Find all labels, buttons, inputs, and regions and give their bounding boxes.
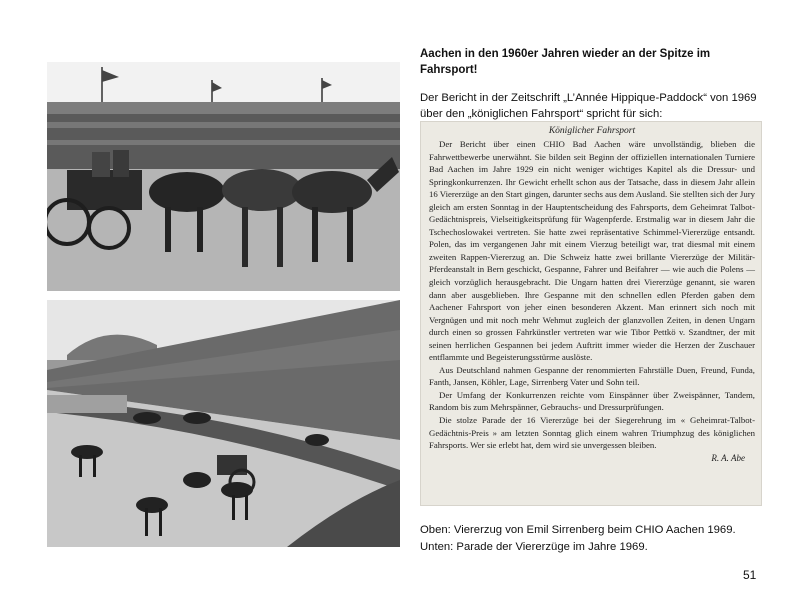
clipping-title: Königlicher Fahrsport <box>548 126 636 136</box>
photo-four-in-hand-carriage <box>47 62 400 291</box>
clipping-paragraph: Der Umfang der Konkurrenzen reichte vom Einspänner über Zweispänner, Tandem, Random bis zum Mehrspänner, Gebrauchs- und Dressurprüfungen. <box>429 389 755 413</box>
caption-line-bottom: Unten: Parade der Viererzüge im Jahre 1969. <box>420 541 648 553</box>
clipping-paragraph: Aus Deutschland nahmen Gespanne der renommierten Fahrställe Duen, Freund, Funda, Fanth, Jansen, Köhler, Lage, Sirrenberg Vater und Sohn teil. <box>429 364 755 388</box>
clipping-paragraph: Der Bericht über einen CHIO Bad Aachen wäre unvollständig, blieben die Fahrwettbewerbe unerwähnt. Sie bilden seit Beginn der offiziellen internationalen Turniere Bad Aachen im Jahre 1929 ein nicht weniger wichtiges Kapitel als die Dressur- und Springkonkurrenzen. Ihr Gewicht erhellt schon aus der Tatsache, dass in diesem Jahr allein 16 Viererzüge an den Start gingen, darunter sechs aus dem Ausland. Sie stellten sich der Jury gleich am ersten Sonntag in der Hauptentscheidung des Fahrsports, dem Geheimrat Talbot-Gedächtnispreis, Vielseitigkeitsprüfung für Wagenpferde. Erstmalig war in diesem Jahr die Tschechoslowakei vertreten. Sie hatte zwei repräsentative Schimmel-Viererzüge entsandt. Polen, das im vergangenen Jahr mit einem Vierzug beteiligt war, trat diesmal mit einem zweiten Rappen-Viererzug an. Die Schweiz hatte zwei brillante Viererzüge der Militär-Pferdeanstalt in Bern geschickt, Gespanne, Fahrer und Beifahrer — wie auch die Polens — gleich vorzüglich herausgebracht. Die Ungarn hatten drei Viererzüge genannt, sie waren dann aber ausgeblieben. Ihre Gespanne mit den schnellen edlen Pferden gaben dem Aachener Fahrsport von jeher einen besonderen Akzent. Man erinnert sich noch mit Vergnügen und mit noch mehr Wehmut zugleich der glanzvollen Zeiten, in denen Ungarn durch einen so grossen Fahrkünstler vertreten war wie Tibor Pettkö v. Szandtner, der mit seinen herrlichen Gespannen bei jedem Auftritt immer wieder die Herzen der Zuschauer entflammte und Begeisterungsstürme auslöste. <box>429 139 755 363</box>
caption-line-top: Oben: Viererzug von Emil Sirrenberg beim CHIO Aachen 1969. <box>420 524 736 536</box>
clipping-paragraph: Die stolze Parade der 16 Viererzüge bei der Siegerehrung im « Geheimrat-Talbot-Gedächtnis-Preis » am letzten Sonntag glich einem wahren Triumphzug des königlichen Fahrsports. Wer sie erlebt hat, dem wird sie unvergessen bleiben. <box>429 415 755 451</box>
intro-paragraph: Der Bericht in der Zeitschrift „L’Année Hippique-Paddock“ von 1969 über den „königlichen Fahrsport“ spricht für sich: <box>420 92 757 120</box>
photo-caption <box>420 522 770 556</box>
section-heading: Aachen in den 1960er Jahren wieder an der Spitze im Fahrsport! <box>420 48 711 76</box>
newspaper-clipping <box>420 121 762 506</box>
clipping-author: R. A. Abe <box>711 452 745 463</box>
page-number: 51 <box>743 568 757 582</box>
photo-parade-stadium <box>47 300 400 547</box>
